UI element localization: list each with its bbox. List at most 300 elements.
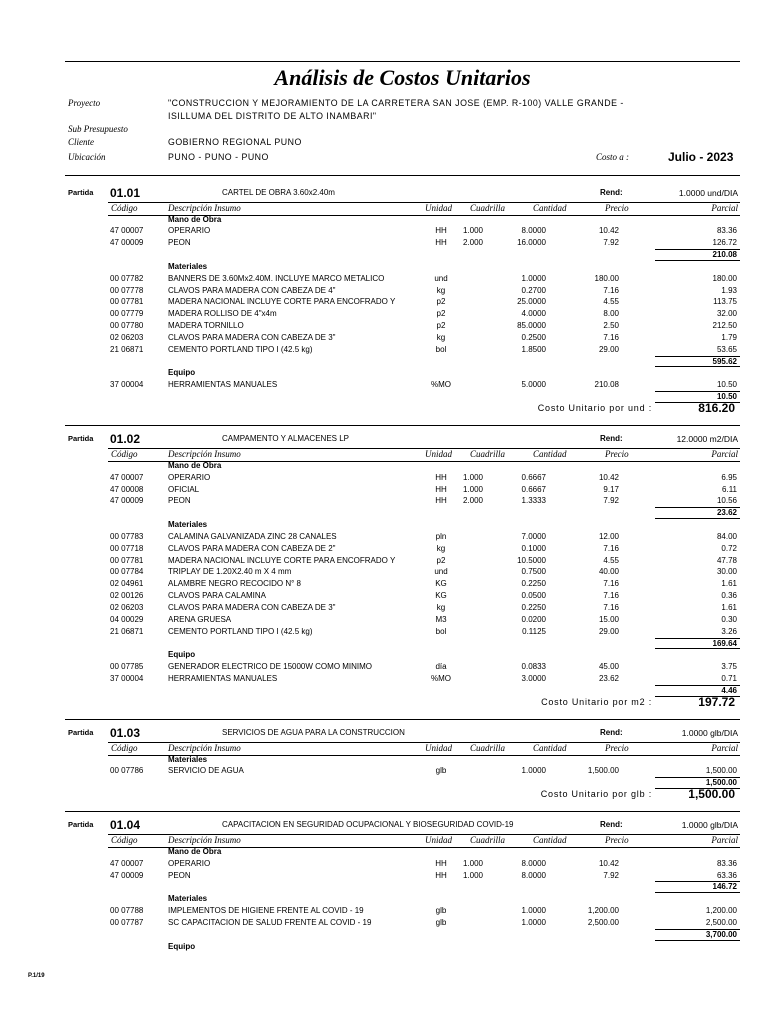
- item-row: [0, 602, 768, 614]
- item-description: SERVICIO DE AGUA: [168, 766, 244, 776]
- item-partial: 1.79: [721, 332, 737, 342]
- item-price: 7.92: [603, 238, 619, 248]
- item-code: 00 07786: [110, 766, 144, 776]
- item-code: 00 07780: [110, 321, 144, 331]
- item-code: 21 06871: [110, 626, 144, 636]
- item-description: CEMENTO PORTLAND TIPO I (42.5 kg): [168, 626, 313, 636]
- item-price: 2.50: [603, 321, 619, 331]
- item-crew: 1.000: [462, 226, 483, 236]
- subtotal-row: [0, 356, 768, 368]
- item-crew: 1.000: [462, 484, 483, 494]
- item-row: [0, 917, 768, 929]
- item-row: [0, 320, 768, 332]
- item-code: 37 00004: [110, 380, 144, 390]
- item-price: 7.92: [603, 496, 619, 506]
- item-unit: kg: [436, 285, 446, 295]
- item-unit: glb: [435, 766, 447, 776]
- partida-title: CAMPAMENTO Y ALMACENES LP: [222, 433, 350, 443]
- item-unit: und: [434, 567, 448, 577]
- group-subtotal: 1,500.00: [655, 777, 740, 789]
- rend-label: Rend:: [600, 819, 623, 829]
- item-quantity: 0.2700: [521, 285, 546, 295]
- item-description: PEON: [168, 870, 191, 880]
- item-code: 47 00009: [110, 238, 144, 248]
- item-quantity: 1.0000: [521, 906, 546, 916]
- item-quantity: 0.6667: [521, 472, 546, 482]
- item-quantity: 0.2250: [521, 602, 546, 612]
- item-price: 4.55: [603, 555, 619, 565]
- item-unit: HH: [435, 858, 447, 868]
- column-header-price: Precio: [605, 834, 629, 845]
- item-code: 00 07718: [110, 543, 144, 553]
- column-header-quantity: Cantidad: [533, 448, 567, 459]
- cost-date-label: Costo a :: [596, 152, 630, 162]
- item-unit: und: [434, 273, 448, 283]
- subtotal-row: [0, 507, 768, 519]
- item-price: 7.16: [603, 543, 619, 553]
- group-subtotal: 10.50: [655, 391, 740, 403]
- column-header-partial: Parcial: [711, 448, 738, 459]
- item-description: CEMENTO PORTLAND TIPO I (42.5 kg): [168, 344, 313, 354]
- group-label: Equipo: [168, 368, 196, 378]
- subbudget-label: Sub Presupuesto: [68, 124, 128, 134]
- item-partial: 53.65: [716, 344, 737, 354]
- item-unit: p2: [436, 555, 446, 565]
- item-code: 02 06203: [110, 602, 144, 612]
- item-description: ALAMBRE NEGRO RECOCIDO N° 8: [168, 579, 301, 589]
- partida-label: Partida: [68, 727, 94, 737]
- item-row: [0, 531, 768, 543]
- group-label: Materiales: [168, 520, 208, 530]
- partida-row: [0, 727, 768, 739]
- item-description: MADERA TORNILLO: [168, 321, 244, 331]
- column-header-unit: Unidad: [425, 202, 452, 213]
- partida-section: [0, 425, 768, 719]
- column-header-row: [0, 448, 768, 460]
- item-partial: 6.11: [722, 484, 737, 494]
- item-code: 47 00008: [110, 484, 144, 494]
- item-price: 7.16: [603, 591, 619, 601]
- group-label: Mano de Obra: [168, 214, 222, 224]
- item-row: [0, 661, 768, 673]
- item-unit: glb: [435, 918, 447, 927]
- page-title: Análisis de Costos Unitarios: [274, 65, 531, 90]
- item-code: 00 07779: [110, 309, 144, 319]
- item-quantity: 0.1125: [522, 626, 546, 636]
- item-quantity: 0.7500: [521, 567, 546, 577]
- item-description: CLAVOS PARA CALAMINA: [168, 591, 266, 601]
- column-header-price: Precio: [605, 202, 629, 213]
- rend-value: 12.0000 m2/DIA: [676, 433, 738, 444]
- column-header-code: Código: [111, 742, 138, 753]
- item-unit: p2: [436, 321, 446, 331]
- subtotal-row: [0, 249, 768, 261]
- group-subtotal: 4.46: [655, 685, 740, 697]
- item-quantity: 5.0000: [521, 380, 546, 390]
- item-partial: 1,200.00: [705, 906, 737, 916]
- item-description: CLAVOS PARA MADERA CON CABEZA DE 3": [168, 332, 336, 342]
- item-price: 1,500.00: [587, 766, 619, 776]
- group-subtotal: 3,700.00: [655, 929, 740, 941]
- unit-cost-value: 816.20: [698, 401, 735, 415]
- partidas-container: [0, 175, 768, 963]
- group-label: Materiales: [168, 261, 208, 271]
- partida-row: [0, 433, 768, 445]
- item-price: 1,200.00: [587, 906, 619, 916]
- unit-cost-row: [0, 789, 768, 801]
- column-header-quantity: Cantidad: [533, 834, 567, 845]
- partida-code: 01.03: [110, 725, 141, 740]
- partida-section: [0, 811, 768, 963]
- unit-cost-label: Costo Unitario por und :: [537, 403, 652, 413]
- column-header-quantity: Cantidad: [533, 742, 567, 753]
- group-label: Mano de Obra: [168, 846, 222, 856]
- item-code: 00 07785: [110, 662, 144, 672]
- item-row: [0, 379, 768, 391]
- item-partial: 180.00: [712, 273, 737, 283]
- item-row: [0, 626, 768, 638]
- group-row: [0, 519, 768, 531]
- partida-section: [0, 175, 768, 425]
- item-price: 29.00: [598, 626, 619, 636]
- item-unit: %MO: [431, 380, 451, 390]
- column-header-row: [0, 202, 768, 214]
- item-quantity: 1.8500: [521, 344, 546, 354]
- item-code: 04 00029: [110, 614, 144, 624]
- column-header-code: Código: [111, 448, 138, 459]
- item-partial: 1.61: [721, 602, 737, 612]
- unit-cost-value: 197.72: [698, 694, 735, 709]
- partida-section: [0, 719, 768, 811]
- item-partial: 1.61: [721, 579, 737, 589]
- item-description: HERRAMIENTAS MANUALES: [168, 674, 278, 684]
- item-price: 210.08: [594, 380, 619, 390]
- group-row: [0, 261, 768, 273]
- column-header-code: Código: [111, 834, 138, 845]
- item-code: 47 00007: [110, 472, 144, 482]
- partida-label: Partida: [68, 819, 94, 829]
- item-row: [0, 614, 768, 626]
- item-description: HERRAMIENTAS MANUALES: [168, 380, 278, 390]
- group-row: [0, 941, 768, 953]
- item-partial: 47.78: [716, 555, 737, 565]
- item-crew: 2.000: [462, 496, 483, 506]
- item-description: SC CAPACITACION DE SALUD FRENTE AL COVID - 19: [168, 918, 372, 927]
- rend-value: 1.0000 und/DIA: [678, 187, 738, 198]
- item-unit: día: [435, 662, 447, 672]
- item-unit: p2: [436, 297, 446, 307]
- item-partial: 1.93: [721, 285, 737, 295]
- subtotal-row: [0, 881, 768, 893]
- item-quantity: 8.0000: [521, 226, 546, 236]
- item-partial: 30.00: [716, 567, 737, 577]
- unit-cost-row: [0, 694, 768, 709]
- item-row: [0, 237, 768, 249]
- page-number: P.1/19: [28, 973, 45, 979]
- column-header-price: Precio: [605, 448, 629, 459]
- unit-cost-label: Costo Unitario por glb :: [540, 789, 652, 800]
- column-header-partial: Parcial: [711, 742, 738, 753]
- item-partial: 113.75: [713, 297, 737, 307]
- item-description: CALAMINA GALVANIZADA ZINC 28 CANALES: [168, 531, 337, 541]
- item-description: OPERARIO: [168, 858, 211, 868]
- item-unit: HH: [435, 496, 447, 506]
- item-code: 00 07778: [110, 285, 144, 295]
- item-description: CLAVOS PARA MADERA CON CABEZA DE 2": [168, 543, 336, 553]
- item-row: [0, 555, 768, 567]
- item-price: 10.42: [598, 472, 619, 482]
- item-price: 2,500.00: [587, 918, 619, 927]
- item-price: 29.00: [598, 344, 619, 354]
- partida-title: CARTEL DE OBRA 3.60x2.40m: [222, 187, 335, 197]
- item-code: 37 00004: [110, 674, 144, 684]
- item-description: ARENA GRUESA: [168, 614, 232, 624]
- top-rule: [65, 61, 740, 62]
- item-quantity: 0.0500: [521, 591, 546, 601]
- item-quantity: 8.0000: [521, 858, 546, 868]
- project-label: Proyecto: [68, 98, 101, 108]
- cost-date-value: Julio - 2023: [668, 150, 734, 164]
- partida-row: [0, 187, 768, 199]
- rend-value: 1.0000 glb/DIA: [681, 727, 738, 738]
- item-quantity: 16.0000: [517, 238, 546, 248]
- column-header-row: [0, 742, 768, 754]
- item-unit: M3: [435, 614, 447, 624]
- item-price: 15.00: [598, 614, 619, 624]
- item-unit: HH: [435, 472, 447, 482]
- item-row: [0, 344, 768, 356]
- partida-label: Partida: [68, 187, 94, 197]
- item-price: 12.00: [598, 531, 619, 541]
- column-header-description: Descripción Insumo: [168, 742, 241, 753]
- item-partial: 1,500.00: [705, 766, 737, 776]
- item-row: [0, 273, 768, 285]
- item-crew: 1.000: [462, 858, 483, 868]
- item-description: OPERARIO: [168, 226, 211, 236]
- column-header-crew: Cuadrilla: [470, 448, 506, 459]
- partida-code: 01.02: [110, 431, 141, 446]
- item-row: [0, 484, 768, 496]
- partida-title: SERVICIOS DE AGUA PARA LA CONSTRUCCION: [222, 727, 405, 737]
- column-header-partial: Parcial: [711, 202, 738, 213]
- group-row: [0, 367, 768, 379]
- item-quantity: 85.0000: [517, 321, 546, 331]
- client-label: Cliente: [68, 137, 94, 147]
- item-description: OPERARIO: [168, 472, 211, 482]
- group-subtotal: 146.72: [655, 881, 740, 893]
- group-label: Materiales: [168, 754, 208, 764]
- item-unit: p2: [436, 309, 446, 319]
- item-row: [0, 296, 768, 308]
- item-price: 7.16: [603, 579, 619, 589]
- item-price: 10.42: [598, 226, 619, 236]
- item-code: 47 00009: [110, 496, 144, 506]
- group-subtotal: 595.62: [655, 356, 740, 368]
- group-subtotal: 23.62: [655, 507, 740, 519]
- item-unit: HH: [435, 238, 447, 248]
- item-quantity: 0.2500: [521, 332, 546, 342]
- item-price: 9.17: [603, 484, 619, 494]
- item-description: CLAVOS PARA MADERA CON CABEZA DE 4": [168, 285, 336, 295]
- item-row: [0, 225, 768, 237]
- location-value: PUNO - PUNO - PUNO: [168, 152, 269, 162]
- column-header-partial: Parcial: [711, 834, 738, 845]
- item-price: 7.16: [603, 285, 619, 295]
- item-code: 00 07781: [110, 297, 144, 307]
- item-row: [0, 543, 768, 555]
- partida-code: 01.04: [110, 817, 141, 832]
- item-row: [0, 578, 768, 590]
- item-unit: %MO: [431, 674, 451, 684]
- project-value-line-1: "CONSTRUCCION Y MEJORAMIENTO DE LA CARRETERA SAN JOSE (EMP. R-100) VALLE GRANDE -: [168, 98, 624, 108]
- item-description: PEON: [168, 238, 191, 248]
- client-value: GOBIERNO REGIONAL PUNO: [168, 137, 302, 147]
- item-code: 00 07782: [110, 273, 144, 283]
- item-row: [0, 673, 768, 685]
- item-price: 10.42: [598, 858, 619, 868]
- group-label: Materiales: [168, 894, 208, 904]
- item-quantity: 1.0000: [521, 918, 546, 927]
- unit-cost-label: Costo Unitario por m2 :: [541, 696, 652, 707]
- item-description: TRIPLAY DE 1.20X2.40 m X 4 mm: [168, 567, 292, 577]
- item-code: 47 00009: [110, 870, 144, 880]
- item-partial: 32.00: [716, 309, 737, 319]
- item-unit: HH: [435, 226, 447, 236]
- item-unit: KG: [435, 591, 447, 601]
- item-partial: 2,500.00: [705, 918, 737, 927]
- item-description: CLAVOS PARA MADERA CON CABEZA DE 3": [168, 602, 336, 612]
- item-row: [0, 905, 768, 917]
- item-row: [0, 870, 768, 882]
- item-quantity: 0.6667: [521, 484, 546, 494]
- item-unit: bol: [435, 626, 447, 636]
- item-unit: kg: [436, 543, 446, 553]
- item-unit: kg: [436, 332, 446, 342]
- item-quantity: 1.0000: [521, 273, 546, 283]
- item-crew: 1.000: [462, 870, 483, 880]
- item-code: 47 00007: [110, 226, 144, 236]
- item-quantity: 1.3333: [521, 496, 546, 506]
- location-label: Ubicación: [68, 152, 106, 162]
- item-crew: 1.000: [462, 472, 483, 482]
- item-row: [0, 566, 768, 578]
- item-crew: 2.000: [462, 238, 483, 248]
- group-row: [0, 893, 768, 905]
- group-label: Mano de Obra: [168, 460, 222, 470]
- item-row: [0, 495, 768, 507]
- item-quantity: 10.5000: [517, 555, 546, 565]
- item-row: [0, 590, 768, 602]
- item-partial: 83.36: [716, 226, 737, 236]
- unit-cost-row: [0, 403, 768, 415]
- item-partial: 3.26: [721, 626, 737, 636]
- item-unit: glb: [435, 906, 447, 916]
- partida-row: [0, 819, 768, 831]
- column-header-unit: Unidad: [425, 834, 452, 845]
- item-price: 40.00: [598, 567, 619, 577]
- group-label: Equipo: [168, 941, 196, 951]
- item-price: 8.00: [603, 309, 619, 319]
- item-code: 47 00007: [110, 858, 144, 868]
- subtotal-row: [0, 685, 768, 697]
- column-header-unit: Unidad: [425, 448, 452, 459]
- item-quantity: 0.0200: [521, 614, 546, 624]
- item-quantity: 8.0000: [521, 870, 546, 880]
- subtotal-row: [0, 391, 768, 403]
- group-row: [0, 754, 768, 766]
- item-description: GENERADOR ELECTRICO DE 15000W COMO MINIMO: [168, 662, 373, 672]
- item-quantity: 0.0833: [521, 662, 546, 672]
- item-price: 45.00: [598, 662, 619, 672]
- subtotal-row: [0, 777, 768, 789]
- column-header-crew: Cuadrilla: [470, 834, 506, 845]
- partida-title: CAPACITACION EN SEGURIDAD OCUPACIONAL Y BIOSEGURIDAD COVID-19: [222, 819, 514, 829]
- item-price: 7.16: [603, 602, 619, 612]
- partida-code: 01.01: [110, 185, 141, 200]
- group-subtotal: 210.08: [655, 249, 740, 261]
- column-header-code: Código: [111, 202, 138, 213]
- item-description: MADERA ROLLISO DE 4"x4m: [168, 309, 277, 319]
- item-unit: kg: [436, 602, 446, 612]
- group-subtotal: 169.64: [655, 638, 740, 650]
- group-row: [0, 649, 768, 661]
- column-header-crew: Cuadrilla: [470, 742, 506, 753]
- item-price: 180.00: [594, 273, 619, 283]
- item-partial: 0.72: [721, 543, 737, 553]
- item-row: [0, 858, 768, 870]
- item-quantity: 25.0000: [517, 297, 546, 307]
- item-description: BANNERS DE 3.60Mx2.40M. INCLUYE MARCO METALICO: [168, 273, 385, 283]
- item-partial: 0.36: [721, 591, 737, 601]
- subtotal-row: [0, 638, 768, 650]
- group-row: [0, 214, 768, 226]
- item-unit: HH: [435, 870, 447, 880]
- item-partial: 6.95: [721, 472, 737, 482]
- column-header-description: Descripción Insumo: [168, 202, 241, 213]
- item-price: 7.16: [603, 332, 619, 342]
- item-partial: 3.75: [721, 662, 737, 672]
- item-partial: 84.00: [716, 531, 737, 541]
- item-quantity: 4.0000: [521, 309, 546, 319]
- item-code: 00 07788: [110, 906, 144, 916]
- column-header-crew: Cuadrilla: [470, 202, 506, 213]
- column-header-price: Precio: [605, 742, 629, 753]
- item-price: 4.55: [603, 297, 619, 307]
- group-label: Equipo: [168, 650, 196, 660]
- item-quantity: 3.0000: [521, 674, 546, 684]
- rend-label: Rend:: [600, 727, 623, 737]
- item-description: OFICIAL: [168, 484, 200, 494]
- item-code: 00 07781: [110, 555, 144, 565]
- item-price: 7.92: [603, 870, 619, 880]
- item-code: 00 07787: [110, 918, 144, 927]
- item-unit: bol: [435, 344, 447, 354]
- group-row: [0, 846, 768, 858]
- item-partial: 10.56: [716, 496, 737, 506]
- item-quantity: 0.2250: [521, 579, 546, 589]
- item-partial: 63.36: [716, 870, 737, 880]
- item-description: PEON: [168, 496, 191, 506]
- rend-label: Rend:: [600, 433, 623, 443]
- item-code: 02 04961: [110, 579, 144, 589]
- item-partial: 0.30: [721, 614, 737, 624]
- column-header-row: [0, 834, 768, 846]
- item-unit: KG: [435, 579, 447, 589]
- item-row: [0, 472, 768, 484]
- rend-value: 1.0000 glb/DIA: [681, 819, 738, 830]
- item-quantity: 0.1000: [521, 543, 546, 553]
- item-partial: 0.71: [721, 674, 737, 684]
